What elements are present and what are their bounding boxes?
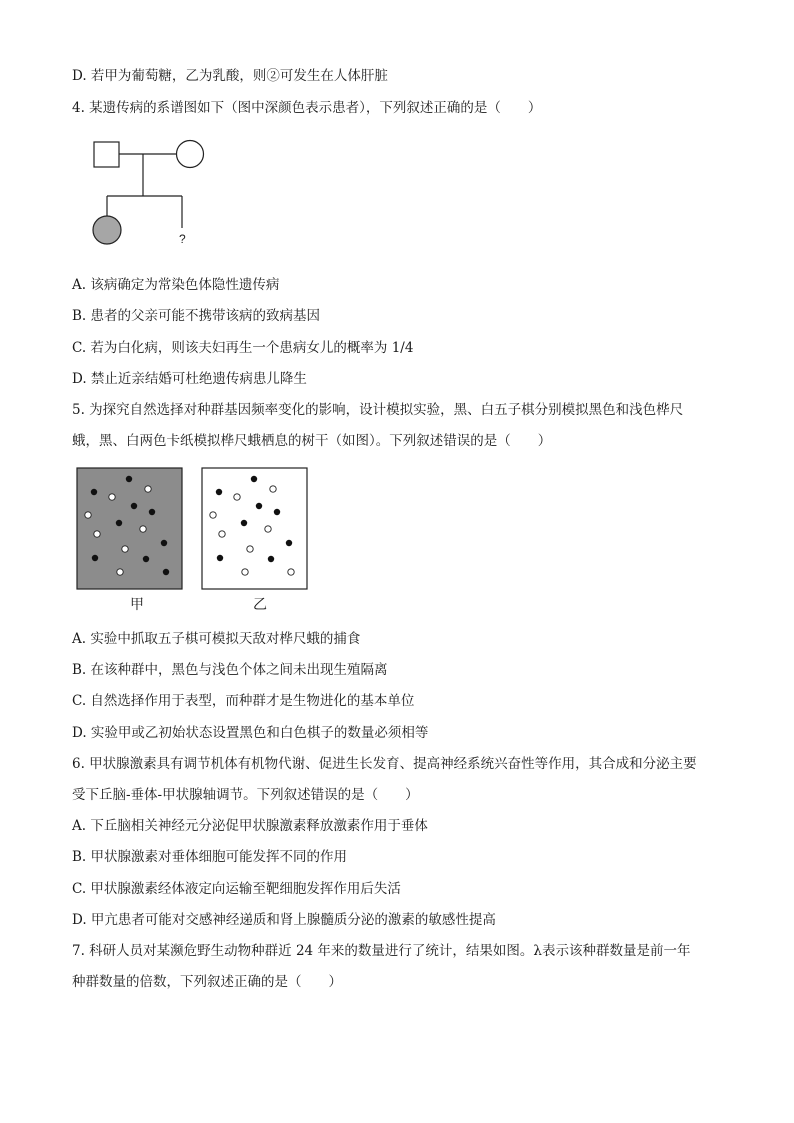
unknown-child-mark: ? [179, 232, 186, 246]
white-piece [85, 512, 91, 518]
black-piece [161, 540, 167, 546]
q4-option-b: B. 患者的父亲可能不携带该病的致病基因 [72, 308, 321, 324]
black-piece [241, 520, 247, 526]
white-piece [109, 494, 115, 500]
white-piece [94, 531, 100, 537]
black-piece [92, 555, 98, 561]
white-piece [242, 569, 248, 575]
q6-stem-line1: 6. 甲状腺激素具有调节机体有机物代谢、促进生长发育、提高神经系统兴奋性等作用，其合成和分泌主要 [72, 756, 697, 772]
black-piece [286, 540, 292, 546]
black-piece [256, 503, 262, 509]
q5-stem-line1: 5. 为探究自然选择对种群基因频率变化的影响，设计模拟实验，黑、白五子棋分别模拟黑色和浅色桦尺 [72, 402, 684, 418]
q4-option-d: D. 禁止近亲结婚可杜绝遗传病患儿降生 [72, 371, 307, 387]
q7-stem-line2: 种群数量的倍数，下列叙述正确的是（ ） [72, 974, 342, 990]
black-piece [116, 520, 122, 526]
q6-option-c: C. 甲状腺激素经体液定向运输至靶细胞发挥作用后失活 [72, 881, 401, 897]
black-piece [149, 509, 155, 515]
white-piece [140, 526, 146, 532]
white-piece [117, 569, 123, 575]
black-piece [274, 509, 280, 515]
q6-option-d: D. 甲亢患者可能对交感神经递质和肾上腺髓质分泌的激素的敏感性提高 [72, 912, 496, 928]
black-piece [251, 476, 257, 482]
white-piece [270, 486, 276, 492]
black-piece [143, 556, 149, 562]
black-piece [216, 489, 222, 495]
panel-right-label: 乙 [253, 597, 267, 613]
q6-stem-line2: 受下丘脑-垂体-甲状腺轴调节。下列叙述错误的是（ ） [72, 787, 419, 803]
black-piece [126, 476, 132, 482]
q7-stem-line1: 7. 科研人员对某濒危野生动物种群近 24 年来的数量进行了统计，结果如图。λ表示该种群数量是前一年 [72, 943, 691, 959]
white-piece [265, 526, 271, 532]
black-piece [163, 569, 169, 575]
q4-stem: 4. 某遗传病的系谱图如下（图中深颜色表示患者），下列叙述正确的是（ ） [72, 100, 542, 116]
black-piece [268, 556, 274, 562]
white-piece [145, 486, 151, 492]
q5-option-d: D. 实验甲或乙初始状态设置黑色和白色棋子的数量必须相等 [72, 725, 429, 741]
panel-left-label: 甲 [130, 597, 144, 613]
black-piece [91, 489, 97, 495]
q5-option-c: C. 自然选择作用于表型，而种群才是生物进化的基本单位 [72, 693, 415, 709]
q3-option-d: D. 若甲为葡萄糖，乙为乳酸，则②可发生在人体肝脏 [72, 68, 388, 84]
white-piece [234, 494, 240, 500]
white-piece [210, 512, 216, 518]
white-piece [122, 546, 128, 552]
black-piece [217, 555, 223, 561]
white-piece [247, 546, 253, 552]
q4-option-c: C. 若为白化病，则该夫妇再生一个患病女儿的概率为 1/4 [72, 340, 414, 356]
q5-stem-line2: 蛾，黑、白两色卡纸模拟桦尺蛾栖息的树干（如图）。下列叙述错误的是（ ） [72, 433, 552, 449]
q5-option-a: A. 实验中抓取五子棋可模拟天敌对桦尺蛾的捕食 [72, 631, 361, 647]
white-piece [219, 531, 225, 537]
q4-option-a: A. 该病确定为常染色体隐性遗传病 [72, 277, 280, 293]
q6-option-a: A. 下丘脑相关神经元分泌促甲状腺激素释放激素作用于垂体 [72, 818, 428, 834]
black-piece [131, 503, 137, 509]
q5-option-b: B. 在该种群中，黑色与浅色个体之间未出现生殖隔离 [72, 662, 388, 678]
q6-option-b: B. 甲状腺激素对垂体细胞可能发挥不同的作用 [72, 849, 348, 865]
white-piece [288, 569, 294, 575]
